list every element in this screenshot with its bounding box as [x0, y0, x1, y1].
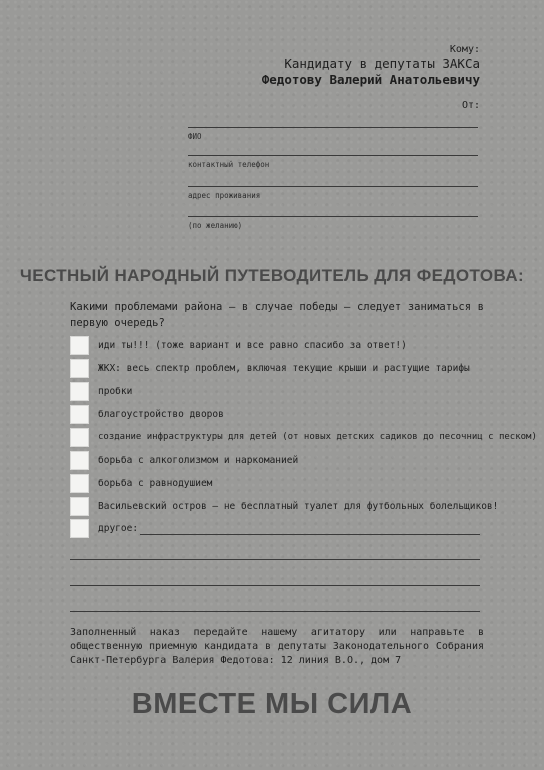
option-checkbox[interactable]: [70, 405, 89, 424]
option-row[interactable]: [70, 402, 224, 426]
option-checkbox[interactable]: [70, 336, 89, 355]
blank-line[interactable]: [70, 559, 480, 560]
blank-line[interactable]: [70, 585, 480, 586]
address-field-label: адрес проживания: [188, 191, 261, 200]
survey-question: Какими проблемами района — в случае победы — следует заниматься в первую очередь?: [70, 301, 484, 329]
to-recipient-name: Федотову Валерий Анатольевичу: [261, 72, 480, 87]
address-field[interactable]: [188, 186, 478, 200]
option-label: борьба с алкоголизмом и наркоманией: [98, 454, 299, 466]
option-row[interactable]: [70, 471, 212, 495]
other-input-line[interactable]: [140, 522, 480, 535]
option-row[interactable]: [70, 425, 537, 449]
option-checkbox[interactable]: [70, 519, 89, 538]
option-row[interactable]: [70, 333, 407, 357]
option-label: иди ты!!! (тоже вариант и все равно спасибо за ответ!): [98, 339, 407, 351]
option-checkbox[interactable]: [70, 382, 89, 401]
from-label: От:: [461, 100, 480, 111]
option-checkbox[interactable]: [70, 428, 89, 447]
option-label: ЖКХ: весь спектр проблем, включая текущие крыши и растущие тарифы: [98, 362, 470, 374]
name-field[interactable]: [188, 127, 478, 141]
option-row[interactable]: [70, 356, 470, 380]
option-label: Васильевский остров — не бесплатный туалет для футбольных болельщиков!: [98, 500, 499, 512]
optional-field[interactable]: [188, 216, 478, 230]
option-checkbox[interactable]: [70, 474, 89, 493]
option-row-other[interactable]: [70, 516, 480, 540]
addressee-block: [60, 44, 480, 87]
phone-field-label: контактный телефон: [188, 160, 270, 169]
phone-field-line[interactable]: [188, 155, 478, 156]
option-row[interactable]: [70, 448, 298, 472]
optional-field-line[interactable]: [188, 216, 478, 217]
address-field-line[interactable]: [188, 186, 478, 187]
optional-field-label: (по желанию): [188, 221, 243, 230]
option-label: создание инфраструктуры для детей (от новых детских садиков до песочниц с песком): [98, 432, 537, 442]
name-field-label: ФИО: [188, 132, 202, 141]
slogan: ВМЕСТЕ МЫ СИЛА: [131, 688, 413, 720]
name-field-line[interactable]: [188, 127, 478, 128]
option-row[interactable]: [70, 379, 132, 403]
option-checkbox[interactable]: [70, 359, 89, 378]
option-label: борьба с равнодушием: [98, 477, 213, 489]
footer-instructions: Заполненный наказ передайте нашему агитатору или направьте в общественную приемную кандидата в депутаты Законодательного Собрания Санкт-Петербурга Валерия Федотова: 12 линия В.О., дом 7: [70, 627, 484, 666]
page-title: ЧЕСТНЫЙ НАРОДНЫЙ ПУТЕВОДИТЕЛЬ ДЛЯ ФЕДОТОВА:: [19, 266, 525, 285]
option-row[interactable]: [70, 494, 498, 518]
option-label: пробки: [98, 385, 133, 397]
option-checkbox[interactable]: [70, 497, 89, 516]
option-label: благоустройство дворов: [98, 408, 224, 420]
option-checkbox[interactable]: [70, 451, 89, 470]
to-recipient-title: Кандидату в депутаты ЗАКСа: [284, 56, 480, 71]
option-label: другое:: [98, 522, 139, 534]
phone-field[interactable]: [188, 155, 478, 169]
blank-line[interactable]: [70, 611, 480, 612]
to-label: Кому:: [449, 44, 480, 55]
